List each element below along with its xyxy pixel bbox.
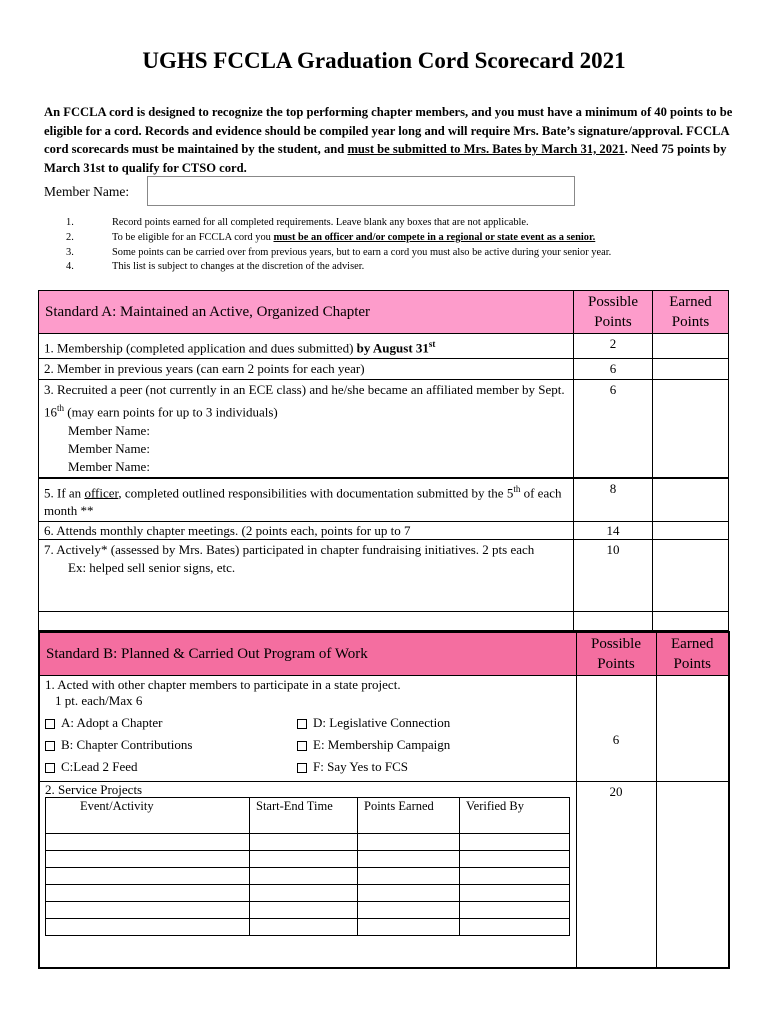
column-time: Start-End Time [250, 798, 358, 834]
column-points: Points Earned [358, 798, 460, 834]
service-projects-cell [39, 782, 576, 968]
blank-cell[interactable] [46, 868, 250, 885]
checkbox-icon [45, 763, 55, 773]
standard-a-header [39, 291, 729, 334]
blank-cell[interactable] [460, 919, 570, 936]
blank-cell[interactable] [39, 611, 574, 630]
earned-points-cell[interactable] [653, 478, 729, 522]
option-adopt-chapter[interactable]: A: Adopt a Chapter [45, 715, 297, 731]
blank-cell[interactable] [358, 834, 460, 851]
intro-text: An FCCLA cord is designed to recognize the top performing chapter members, and you must have a minimum of 40 points to be eligible for a cord. Records and evidence should be compiled year long and will require Mrs. Bate’s signature/approval. FCCLA cord scorecards must be maintained by the student, and [44, 105, 733, 156]
option-say-yes-fcs[interactable]: F: Say Yes to FCS [297, 759, 537, 775]
requirement-text: 6. Attends monthly chapter meetings. (2 points each, points for up to 7 [39, 521, 574, 539]
member-name-line[interactable]: Member Name: [68, 422, 150, 438]
blank-cell[interactable] [46, 885, 250, 902]
blank-cell[interactable] [46, 834, 250, 851]
checkbox-icon [45, 719, 55, 729]
blank-cell[interactable] [460, 851, 570, 868]
blank-cell[interactable] [250, 919, 358, 936]
earned-points-header: Earned Points [653, 291, 729, 334]
blank-cell[interactable] [460, 902, 570, 919]
requirement-subtext: 1 pt. each/Max 6 [55, 693, 143, 708]
possible-points: 2 [574, 334, 653, 359]
earned-points-cell[interactable] [656, 782, 729, 968]
table-row [39, 359, 729, 380]
table-row [39, 676, 729, 782]
rule-number: 4. [66, 261, 74, 273]
possible-points-header: Possible Points [576, 632, 656, 676]
earned-points-header: Earned Points [656, 632, 729, 676]
blank-cell[interactable] [250, 868, 358, 885]
standard-b-table [38, 631, 730, 969]
blank-cell[interactable] [358, 851, 460, 868]
requirement-text: 2. Service Projects [45, 782, 143, 797]
possible-points: 20 [576, 782, 656, 968]
requirement-text: 3. Recruited a peer (not currently in an ECE class) and he/she became an affiliated member by Sept. 16th (may earn points for up to 3 individuals) Member Name: Member Name: Member Name: [39, 380, 574, 478]
standard-a-title: Standard A: Maintained an Active, Organized Chapter [39, 291, 574, 334]
blank-cell[interactable] [460, 885, 570, 902]
blank-cell[interactable] [653, 611, 729, 630]
column-verified: Verified By [460, 798, 570, 834]
table-row [39, 380, 729, 478]
table-row [46, 902, 570, 919]
blank-cell[interactable] [358, 902, 460, 919]
service-projects-header [46, 798, 570, 834]
checkbox-icon [45, 741, 55, 751]
requirement-example: Ex: helped sell senior signs, etc. [68, 559, 236, 575]
checkbox-icon [297, 741, 307, 751]
table-row [46, 919, 570, 936]
member-name-line[interactable]: Member Name: [68, 440, 150, 456]
option-lead-2-feed[interactable]: C:Lead 2 Feed [45, 759, 297, 775]
earned-points-cell[interactable] [653, 380, 729, 478]
possible-points: 14 [574, 521, 653, 539]
table-row [39, 478, 729, 522]
project-options [45, 715, 571, 775]
table-row [39, 782, 729, 968]
earned-points-cell[interactable] [653, 334, 729, 359]
blank-cell[interactable] [250, 885, 358, 902]
intro-text-end: . Need 75 points by March 31st to qualify for CTSO cord. [44, 142, 727, 175]
table-row [46, 885, 570, 902]
blank-cell[interactable] [250, 834, 358, 851]
option-chapter-contributions[interactable]: B: Chapter Contributions [45, 737, 297, 753]
rule-item [66, 231, 611, 246]
blank-cell[interactable] [250, 851, 358, 868]
possible-points-header: Possible Points [574, 291, 653, 334]
rule-item [66, 246, 611, 261]
standard-b-header [39, 632, 729, 676]
blank-cell[interactable] [46, 902, 250, 919]
table-row [39, 539, 729, 611]
table-row [39, 334, 729, 359]
requirement-text: 7. Actively* (assessed by Mrs. Bates) participated in chapter fundraising initiatives. 2 pts each Ex: helped sell senior signs, etc. [39, 539, 574, 611]
possible-points: 6 [574, 380, 653, 478]
requirement-text: 1. Membership (completed application and dues submitted) by August 31st [39, 334, 574, 359]
rule-text: Record points earned for all completed requirements. Leave blank any boxes that are not applicable. [112, 217, 529, 228]
table-row [46, 834, 570, 851]
blank-cell[interactable] [460, 834, 570, 851]
blank-cell[interactable] [574, 611, 653, 630]
rule-item [66, 216, 611, 231]
page-title: UGHS FCCLA Graduation Cord Scorecard 2021 [142, 48, 626, 73]
table-row [46, 868, 570, 885]
earned-points-cell[interactable] [653, 359, 729, 380]
earned-points-cell[interactable] [656, 676, 729, 782]
standard-a-table [38, 290, 729, 631]
service-projects-table [45, 797, 570, 936]
possible-points: 6 [574, 359, 653, 380]
table-row [39, 611, 729, 630]
member-name-label: Member Name: [44, 184, 130, 199]
blank-cell[interactable] [358, 919, 460, 936]
requirement-text: 1. Acted with other chapter members to participate in a state project. 1 pt. each/Max 6 A: Adopt a Chapter D: Legislative Connection B: Chapter Contributions E: Membership Campaign C:Lead 2 Feed F: Say Yes to FCS [39, 676, 576, 782]
blank-cell[interactable] [46, 919, 250, 936]
table-row [46, 851, 570, 868]
rule-text: To be eligible for an FCCLA cord you [112, 231, 274, 243]
rule-text: Some points can be carried over from previous years, but to earn a cord you must also be active during your senior year. [112, 246, 612, 258]
member-name-field[interactable] [147, 176, 575, 206]
rules-list [66, 216, 611, 275]
rule-text: This list is subject to changes at the discretion of the adviser. [112, 261, 365, 273]
intro-paragraph [44, 103, 734, 177]
member-name-line[interactable]: Member Name: [68, 458, 150, 474]
intro-deadline: must be submitted to Mrs. Bates by March 31, 2021 [347, 142, 625, 156]
possible-points: 8 [574, 478, 653, 522]
rule-item [66, 260, 611, 275]
rule-number: 2. [66, 231, 74, 243]
requirement-text: 2. Member in previous years (can earn 2 points for each year) [39, 359, 574, 380]
blank-cell[interactable] [460, 868, 570, 885]
possible-points: 10 [574, 539, 653, 611]
blank-cell[interactable] [358, 885, 460, 902]
earned-points-cell[interactable] [653, 539, 729, 611]
blank-cell[interactable] [358, 868, 460, 885]
requirement-text: 5. If an officer, completed outlined responsibilities with documentation submitted by the 5th of each month ** [39, 478, 574, 522]
earned-points-cell[interactable] [653, 521, 729, 539]
rule-emphasis: must be an officer and/or compete in a regional or state event as a senior. [273, 231, 596, 243]
checkbox-icon [297, 763, 307, 773]
option-legislative[interactable]: D: Legislative Connection [297, 715, 537, 731]
rule-number: 1. [66, 217, 74, 228]
standard-b-title: Standard B: Planned & Carried Out Program of Work [39, 632, 576, 676]
possible-points: 6 [576, 676, 656, 782]
table-row [39, 521, 729, 539]
blank-cell[interactable] [250, 902, 358, 919]
rule-number: 3. [66, 246, 74, 258]
blank-cell[interactable] [46, 851, 250, 868]
option-membership-campaign[interactable]: E: Membership Campaign [297, 737, 537, 753]
checkbox-icon [297, 719, 307, 729]
column-event: Event/Activity [46, 798, 250, 834]
